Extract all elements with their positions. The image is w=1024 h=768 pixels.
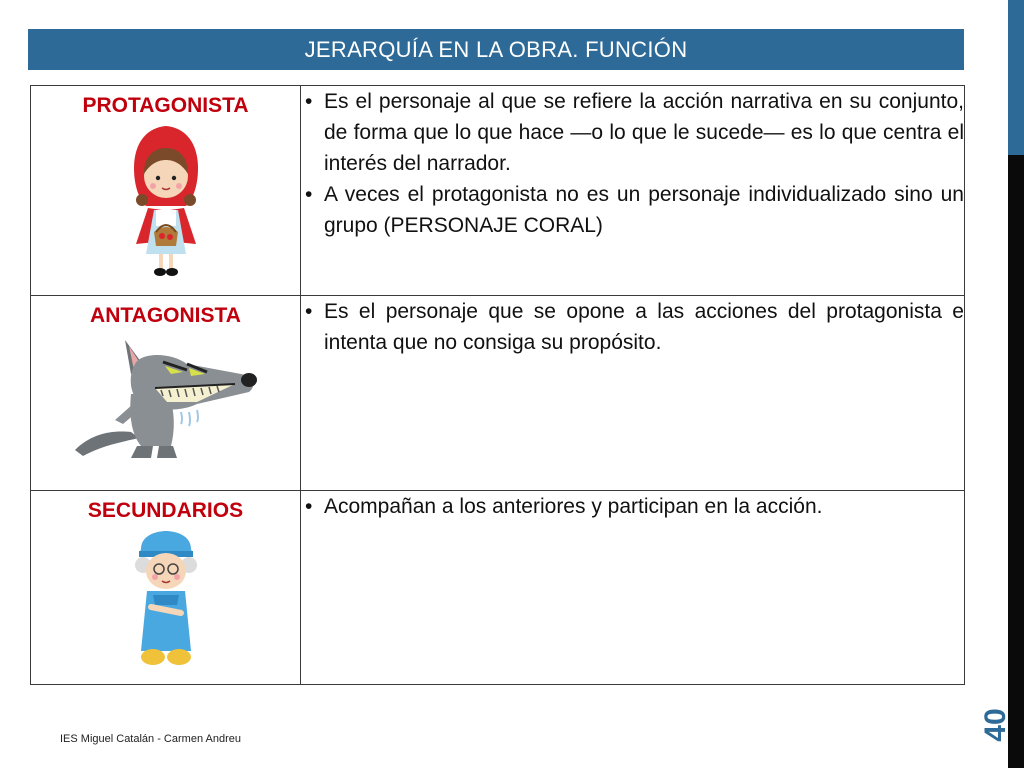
role-label: PROTAGONISTA <box>82 94 249 117</box>
role-cell <box>31 86 301 296</box>
list-item: • A veces el protagonista no es un personaje individualizado sino un grupo (PERSONAJE CORAL) <box>301 179 964 241</box>
description-cell <box>301 86 965 296</box>
role-cell <box>31 296 301 491</box>
grandmother-icon <box>131 529 201 669</box>
table-row <box>31 296 965 491</box>
footer-credit: IES Miguel Catalán - Carmen Andreu <box>60 733 241 745</box>
list-item: • Acompañan a los anteriores y participan en la acción. <box>301 491 964 522</box>
right-sidebar <box>1008 0 1024 768</box>
role-cell <box>31 491 301 685</box>
role-label: ANTAGONISTA <box>90 304 241 327</box>
role-label: SECUNDARIOS <box>87 499 244 522</box>
description-cell <box>301 491 965 685</box>
red-riding-hood-icon <box>126 124 206 280</box>
slide-title: JERARQUÍA EN LA OBRA. FUNCIÓN <box>28 29 964 70</box>
bullet-list <box>301 296 964 358</box>
description-cell <box>301 296 965 491</box>
bullet-list <box>301 86 964 241</box>
page-number: 40 <box>979 708 1012 742</box>
sidebar-black-band <box>1008 155 1024 768</box>
table-row <box>31 491 965 685</box>
list-item: • Es el personaje al que se refiere la acción narrativa en su conjunto, de forma que lo que hace —o lo que le sucede— es lo que centra el interés del narrador. <box>301 86 964 179</box>
roles-table <box>30 85 965 685</box>
bullet-list <box>301 491 964 522</box>
sidebar-blue-band <box>1008 0 1024 155</box>
table-row <box>31 86 965 296</box>
wolf-icon <box>71 334 261 464</box>
list-item: • Es el personaje que se opone a las acciones del protagonista e intenta que no consiga su propósito. <box>301 296 964 358</box>
